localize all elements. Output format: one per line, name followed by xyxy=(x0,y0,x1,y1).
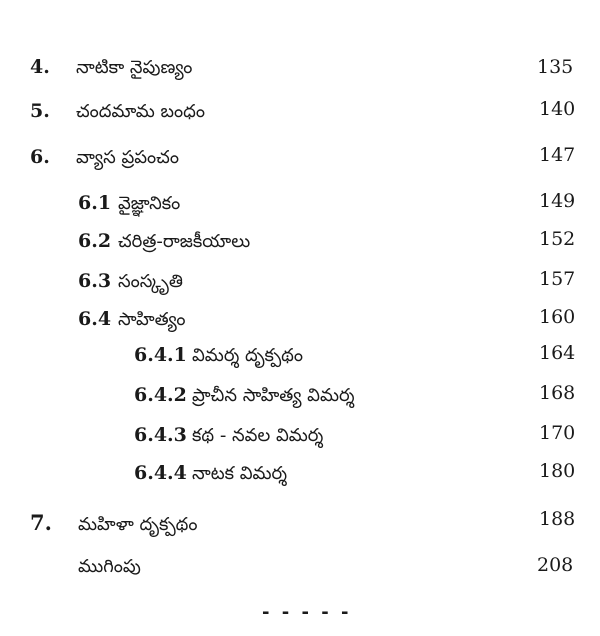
toc-entry-7 xyxy=(30,510,197,540)
toc-entry-number: 6.2 xyxy=(78,230,112,252)
toc-entry-4 xyxy=(30,56,192,86)
toc-entry-page: 135 xyxy=(537,56,574,78)
toc-entry-title: చరిత్ర-రాజకీయాలు xyxy=(118,231,251,252)
toc-entry-page: 160 xyxy=(539,306,576,328)
toc-entry-number: 7. xyxy=(30,510,52,535)
toc-entry-6-3 xyxy=(78,270,183,300)
toc-entry-page: 208 xyxy=(537,554,574,576)
toc-entry-page: 188 xyxy=(539,508,576,530)
toc-entry-page: 152 xyxy=(539,228,576,250)
toc-entry-number: 6. xyxy=(30,146,50,168)
footer-separator: - - - - - xyxy=(262,602,352,623)
toc-entry-page: 164 xyxy=(539,342,576,364)
toc-entry-number: 6.4.1 xyxy=(134,344,187,366)
toc-entry-5 xyxy=(30,100,205,130)
toc-entry-conclusion xyxy=(78,556,141,586)
toc-entry-title: సాహిత్యం xyxy=(118,309,186,330)
toc-entry-title: నాటికా నైపుణ్యం xyxy=(76,57,193,78)
toc-entry-number: 6.1 xyxy=(78,192,112,214)
toc-entry-number: 6.4.3 xyxy=(134,424,187,446)
toc-entry-title: కథ - నవల విమర్శ xyxy=(192,425,324,446)
toc-entry-page: 140 xyxy=(539,98,576,120)
toc-entry-title: వైజ్ఞానికం xyxy=(118,193,181,214)
toc-entry-6-1 xyxy=(78,192,180,222)
toc-entry-page: 149 xyxy=(539,190,576,212)
toc-entry-6-4-1 xyxy=(134,344,303,374)
toc-entry-page: 168 xyxy=(539,382,576,404)
toc-entry-6-4-3 xyxy=(134,424,323,454)
toc-entry-page: 170 xyxy=(539,422,576,444)
toc-entry-page: 180 xyxy=(539,460,576,482)
toc-entry-title: మహిళా దృక్పథం xyxy=(78,514,198,535)
toc-entry-6-4-4 xyxy=(134,462,287,492)
toc-entry-6-4 xyxy=(78,308,185,338)
toc-entry-page: 147 xyxy=(539,144,576,166)
toc-entry-title: వ్యాస ప్రపంచం xyxy=(76,147,179,168)
toc-entry-number: 6.3 xyxy=(78,270,112,292)
toc-entry-title: ప్రాచీన సాహిత్య విమర్శ xyxy=(192,385,355,406)
toc-entry-6-4-2 xyxy=(134,384,355,414)
toc-entry-title: సంస్కృతి xyxy=(118,271,183,292)
toc-entry-title: నాటక విమర్శ xyxy=(192,463,288,484)
toc-entry-number: 6.4.2 xyxy=(134,384,187,406)
toc-entry-number: 6.4.4 xyxy=(134,462,187,484)
toc-entry-title: విమర్శ దృక్పథం xyxy=(192,345,304,366)
toc-entry-title: ముగింపు xyxy=(78,556,141,577)
toc-entry-number: 6.4 xyxy=(78,308,112,330)
toc-entry-number: 5. xyxy=(30,100,50,122)
toc-entry-title: చందమామ బంధం xyxy=(76,101,206,122)
toc-entry-6 xyxy=(30,146,179,176)
toc-entry-6-2 xyxy=(78,230,250,260)
toc-entry-number: 4. xyxy=(30,56,50,78)
toc-entry-page: 157 xyxy=(539,268,576,290)
